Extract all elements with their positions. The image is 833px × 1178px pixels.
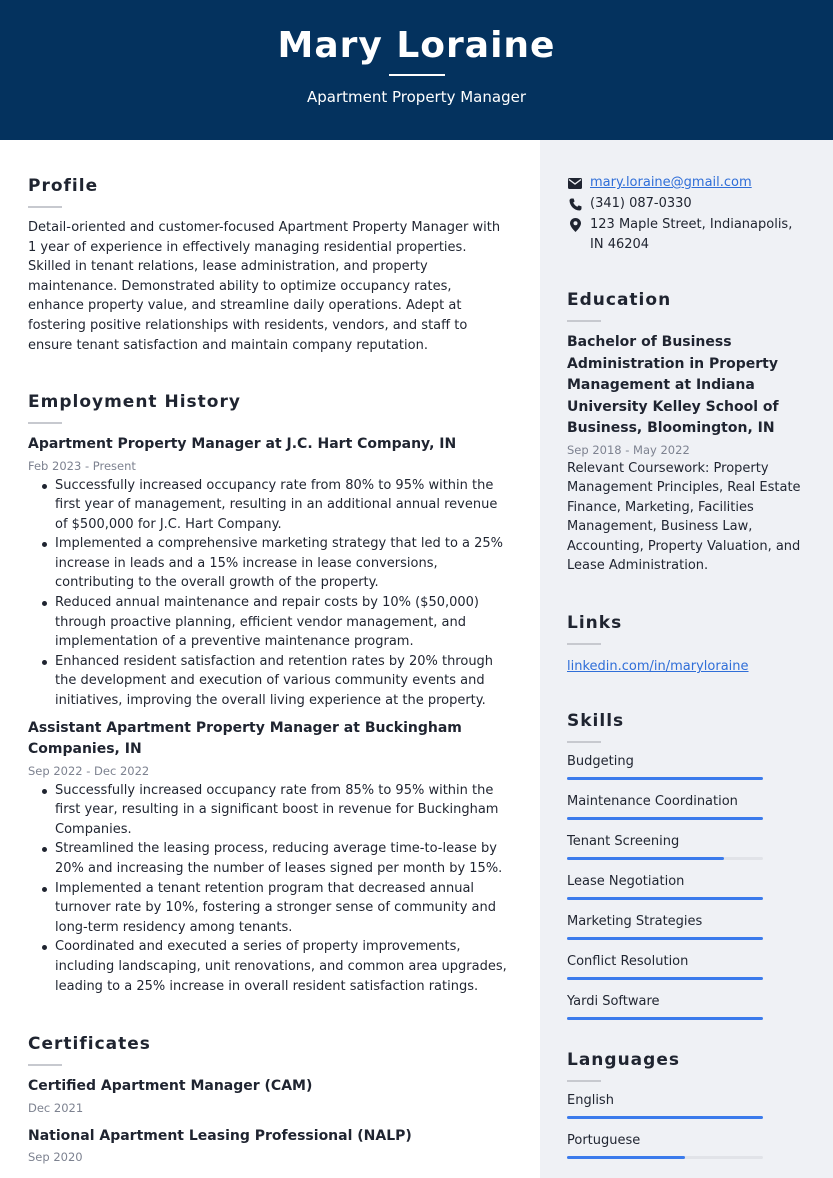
education-date: Sep 2018 - May 2022 <box>567 442 690 457</box>
job-date: Feb 2023 - Present <box>28 458 136 473</box>
skill-level-fill <box>567 1017 763 1020</box>
skill-item <box>567 833 812 860</box>
language-item <box>567 1132 812 1159</box>
job-bullet: Reduced annual maintenance and repair costs by 10% ($50,000) through proactive planning, efficient vendor management, and implementation of a preventive maintenance program. <box>40 593 508 652</box>
resume-header <box>0 0 833 140</box>
profile-rule <box>28 206 62 208</box>
skill-level-fill <box>567 777 763 780</box>
skill-level-fill <box>567 817 763 820</box>
links-section <box>567 613 812 677</box>
skill-item <box>567 953 812 980</box>
skill-level-track <box>567 1017 763 1020</box>
skill-level-track <box>567 937 763 940</box>
header-divider <box>389 74 445 76</box>
job-entry <box>28 434 508 711</box>
skill-item <box>567 993 812 1020</box>
certificate-date: Sep 2020 <box>28 1150 83 1164</box>
job-date: Sep 2022 - Dec 2022 <box>28 763 150 778</box>
education-rule <box>567 320 601 322</box>
skills-heading: Skills <box>567 711 625 731</box>
job-bullet: Implemented a tenant retention program that decreased annual turnover rate by 10%, fostering a stronger sense of community and long-term residency among tenants. <box>40 879 508 938</box>
language-label: English <box>567 1093 614 1108</box>
certificate-date: Dec 2021 <box>28 1100 84 1115</box>
skill-item <box>567 913 812 940</box>
skill-label: Budgeting <box>567 754 634 769</box>
skill-level-track <box>567 977 763 980</box>
certificates-section <box>28 1034 508 1166</box>
contact-email-row <box>567 173 807 193</box>
job-bullet: Implemented a comprehensive marketing strategy that led to a 25% increase in leads and a 15% increase in lease conversions, contributing to the overall growth of the property. <box>40 534 508 593</box>
skill-level-track <box>567 777 763 780</box>
job-title: Assistant Apartment Property Manager at Buckingham Companies, IN <box>28 719 462 758</box>
skill-item <box>567 753 812 780</box>
skills-list <box>567 753 812 1020</box>
skill-label: Tenant Screening <box>567 834 680 849</box>
contact-section <box>567 173 807 256</box>
contact-address-row <box>567 215 807 255</box>
contact-phone-row <box>567 194 807 214</box>
skill-level-track <box>567 857 763 860</box>
job-bullet: Successfully increased occupancy rate from 85% to 95% within the first year, resulting in a significant boost in revenue for Buckingham Companies. <box>40 781 508 840</box>
skills-rule <box>567 741 601 743</box>
job-bullets <box>40 476 508 711</box>
employment-section <box>28 392 508 996</box>
education-section <box>567 290 812 576</box>
skill-item <box>567 793 812 820</box>
skill-label: Yardi Software <box>567 994 660 1009</box>
skill-level-fill <box>567 857 724 860</box>
phone-number: (341) 087-0330 <box>590 196 692 211</box>
degree-title: Bachelor of Business Administration in Property Management at Indiana University Kelley School of Business, Bloomington, IN <box>567 334 779 436</box>
language-level-fill <box>567 1156 685 1159</box>
skill-label: Marketing Strategies <box>567 914 703 929</box>
languages-section <box>567 1050 812 1172</box>
skill-level-track <box>567 897 763 900</box>
coursework-text: Relevant Coursework: Property Management Principles, Real Estate Finance, Marketing, Facilities Management, Business Law, Accounting, Property Valuation, and Lease Administration. <box>567 460 801 574</box>
links-rule <box>567 643 601 645</box>
certificates-heading: Certificates <box>28 1034 151 1054</box>
profile-heading: Profile <box>28 176 99 196</box>
employment-heading: Employment History <box>28 392 241 412</box>
skill-item <box>567 873 812 900</box>
links-heading: Links <box>567 613 623 633</box>
language-level-track <box>567 1156 763 1159</box>
skill-level-track <box>567 817 763 820</box>
skills-section <box>567 711 812 1033</box>
language-level-track <box>567 1116 763 1119</box>
job-bullet: Streamlined the leasing process, reducing average time-to-lease by 20% and increasing the number of leases signed per month by 15%. <box>40 839 508 878</box>
job-bullet: Enhanced resident satisfaction and retention rates by 20% through the development and execution of various community events and initiatives, improving the overall living experience at the property. <box>40 652 508 711</box>
job-title: Apartment Property Manager at J.C. Hart Company, IN <box>28 436 457 452</box>
job-bullet: Successfully increased occupancy rate from 80% to 95% within the first year of management, resulting in an additional annual revenue of $500,000 for J.C. Hart Company. <box>40 476 508 535</box>
skill-level-fill <box>567 977 763 980</box>
linkedin-link[interactable]: linkedin.com/in/maryloraine <box>567 659 749 674</box>
job-entry <box>28 718 508 997</box>
candidate-name: Mary Loraine <box>277 25 556 66</box>
envelope-icon <box>567 173 583 193</box>
location-pin-icon <box>567 215 583 235</box>
language-item <box>567 1092 812 1119</box>
certificate-name: National Apartment Leasing Professional (NALP) <box>28 1127 412 1144</box>
profile-section <box>28 176 508 355</box>
languages-list <box>567 1092 812 1159</box>
profile-text: Detail-oriented and customer-focused Apartment Property Manager with 1 year of experience in effectively managing residential properties. Skilled in tenant relations, lease administration, and property maintenance. Demonstrated ability to optimize occupancy rates, enhance property value, and streamline daily operations. Adept at fostering positive relationships with residents, vendors, and staff to ensure tenant satisfaction and maintain company reputation. <box>28 220 501 353</box>
employment-rule <box>28 422 62 424</box>
email-link[interactable]: mary.loraine@gmail.com <box>590 175 752 190</box>
job-bullet: Coordinated and executed a series of property improvements, including landscaping, unit renovations, and common area upgrades, leading to a 25% increase in overall resident satisfaction ratings. <box>40 937 508 996</box>
skill-level-fill <box>567 897 763 900</box>
skill-level-fill <box>567 937 763 940</box>
skill-label: Maintenance Coordination <box>567 794 738 809</box>
skill-label: Conflict Resolution <box>567 954 689 969</box>
language-level-fill <box>567 1116 763 1119</box>
languages-rule <box>567 1080 601 1082</box>
job-bullets <box>40 781 508 997</box>
certificates-rule <box>28 1064 62 1066</box>
language-label: Portuguese <box>567 1133 641 1148</box>
address-text: 123 Maple Street, Indianapolis, IN 46204 <box>590 217 793 252</box>
candidate-job-title: Apartment Property Manager <box>306 88 526 106</box>
certificate-name: Certified Apartment Manager (CAM) <box>28 1078 313 1094</box>
languages-heading: Languages <box>567 1050 680 1070</box>
skill-label: Lease Negotiation <box>567 874 685 889</box>
phone-icon <box>567 194 583 214</box>
education-heading: Education <box>567 290 672 310</box>
